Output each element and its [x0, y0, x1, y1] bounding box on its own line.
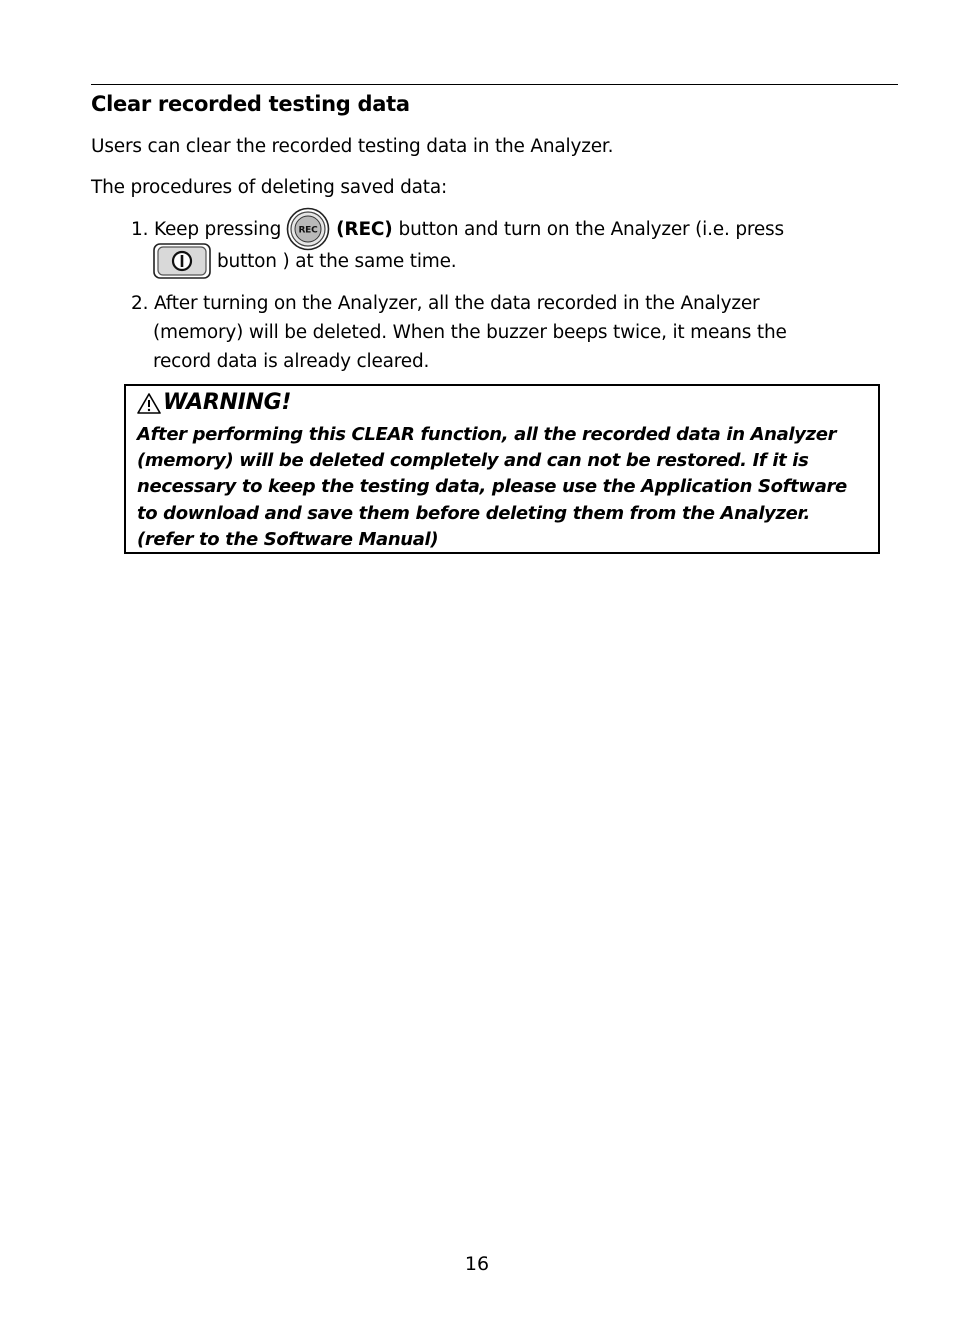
step-2-number: 2.	[131, 293, 149, 314]
step-1-continuation	[153, 244, 456, 278]
warning-box	[124, 384, 880, 554]
step-2-line-3: record data is already cleared.	[153, 351, 430, 372]
step-1-text-after: button and turn on the Analyzer (i.e. press	[398, 218, 784, 240]
step-2-line-2: (memory) will be deleted. When the buzzer beeps twice, it means the	[153, 322, 787, 343]
warning-line: (refer to the Software Manual)	[137, 528, 439, 550]
page-number: 16	[464, 1253, 490, 1275]
header-rule	[91, 84, 898, 85]
warning-text	[137, 422, 877, 553]
warning-line: After performing this CLEAR function, all the recorded data in Analyzer	[137, 424, 837, 445]
intro-paragraph: Users can clear the recorded testing data in the Analyzer.	[91, 136, 614, 157]
section-title: Clear recorded testing data	[91, 92, 410, 116]
warning-heading	[137, 390, 291, 415]
step-1-number: 1.	[131, 218, 149, 240]
step-1-text-before: Keep pressing	[153, 218, 282, 240]
warning-title: WARNING!	[163, 390, 292, 415]
rec-icon-label: REC	[298, 225, 318, 236]
warning-line: to download and save them before deleting them from the Analyzer.	[137, 502, 810, 524]
step-1-text-end: button ) at the same time.	[217, 250, 457, 272]
power-button-icon	[153, 243, 211, 279]
procedure-intro: The procedures of deleting saved data:	[91, 177, 448, 198]
step-1	[131, 211, 784, 247]
warning-triangle-icon	[137, 392, 161, 414]
step-2-line-1: After turning on the Analyzer, all the data recorded in the Analyzer	[153, 293, 760, 314]
rec-bold-label: (REC)	[336, 218, 393, 240]
step-2	[131, 289, 787, 376]
warning-line: necessary to keep the testing data, please use the Application Software	[137, 476, 847, 498]
warning-line: (memory) will be deleted completely and can not be restored. If it is	[137, 450, 809, 472]
